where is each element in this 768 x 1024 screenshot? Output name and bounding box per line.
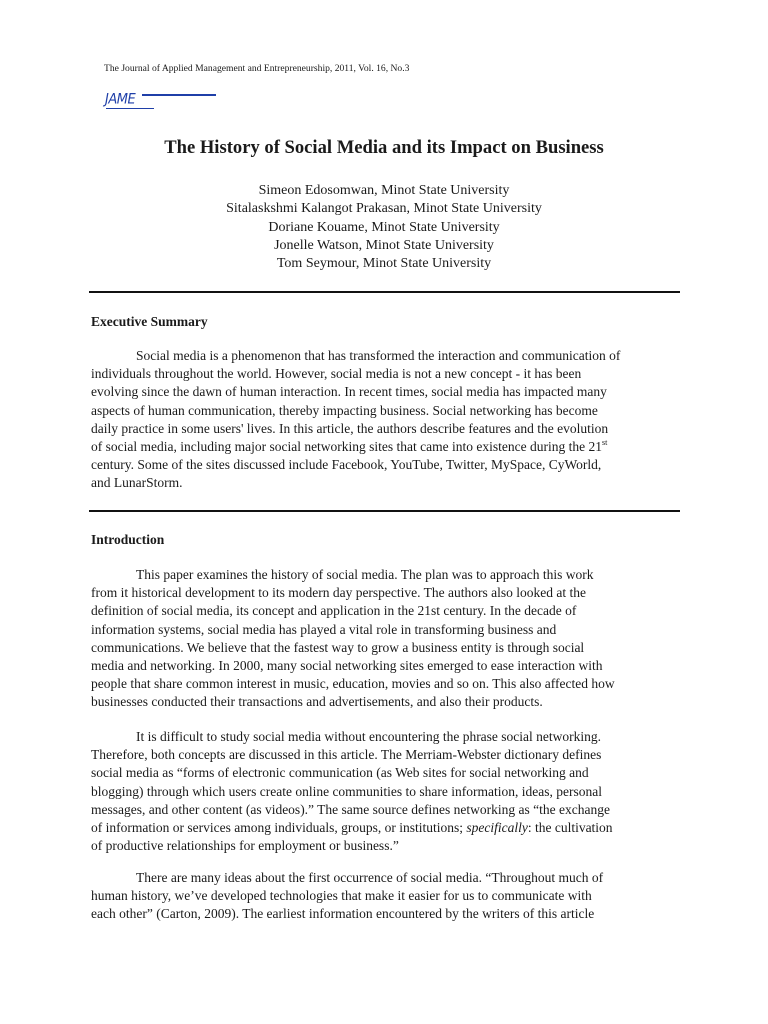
text-line: daily practice in some users' lives. In this article, the authors describe features and the evolution [91,420,609,436]
introduction-paragraph-3 [91,869,691,924]
executive-summary-paragraph [91,347,691,493]
text-line: people that share common interest in music, education, movies and so on. This also affected how [91,676,615,692]
journal-logo-text: JAME [105,91,136,108]
text-line: It is difficult to study social media without encountering the phrase social networking. [136,729,602,744]
section-divider [89,510,680,512]
logo-rule-bottom [106,108,154,109]
text-line: definition of social media, its concept and application in the 21st century. In the decade of [91,603,577,619]
text-line-body: of information or services among individuals, groups, or institutions; [91,820,467,836]
author-line: Jonelle Watson, Minot State University [274,237,494,253]
text-line: This paper examines the history of social media. The plan was to approach this work [136,567,594,582]
text-line: aspects of human communication, thereby impacting business. Social networking has become [91,402,598,418]
introduction-paragraph-2 [91,728,691,855]
text-line: businesses conducted their transactions and advertisements, and also their products. [91,694,543,710]
author-line: Sitalaskshmi Kalangot Prakasan, Minot State University [226,201,542,217]
text-line: century. Some of the sites discussed include Facebook, YouTube, Twitter, MySpace, CyWorld, [91,457,602,473]
text-line: social media as “forms of electronic communication (as Web sites for social networking and [91,765,589,781]
paper-title: The History of Social Media and its Impact on Business [164,137,604,158]
text-line: Therefore, both concepts are discussed in this article. The Merriam-Webster dictionary defines [91,747,602,763]
section-divider [89,291,680,293]
author-line: Doriane Kouame, Minot State University [268,219,500,235]
journal-header: The Journal of Applied Management and Entrepreneurship, 2011, Vol. 16, No.3 [104,63,410,74]
text-line: messages, and other content (as videos).” The same source defines networking as “the exchange [91,801,610,817]
text-line: media and networking. In 2000, many social networking sites emerged to ease interaction with [91,658,603,674]
text-line: communications. We believe that the fastest way to grow a business entity is through social [91,639,585,655]
text-line: and LunarStorm. [91,475,183,491]
introduction-paragraph-1 [91,566,691,712]
text-line: Social media is a phenomenon that has transformed the interaction and communication of [136,348,621,363]
text-line: of productive relationships for employment or business.” [91,838,399,854]
text-line [91,438,691,456]
text-line [91,819,691,837]
text-line: each other” (Carton, 2009). The earliest information encountered by the writers of this article [91,906,595,922]
text-line: evolving since the dawn of human interaction. In recent times, social media has impacted many [91,384,607,400]
text-line: information systems, social media has played a vital role in transforming business and [91,621,557,637]
journal-logo [104,92,216,112]
logo-rule-top [142,94,216,96]
ordinal-superscript: st [602,438,608,448]
text-line: There are many ideas about the first occurrence of social media. “Throughout much of [136,870,604,885]
emphasis-text: specifically [466,820,528,836]
text-line: human history, we’ve developed technologies that make it easier for us to communicate with [91,888,592,904]
text-line: blogging) through which users create online communities to share information, ideas, personal [91,783,602,799]
text-line-tail: : the cultivation [527,820,613,836]
text-line: from it historical development to its modern day perspective. The authors also looked at the [91,585,586,601]
text-line-body: of social media, including major social networking sites that came into existence during the 21 [91,439,602,455]
author-line: Simeon Edosomwan, Minot State University [258,183,510,198]
executive-summary-heading: Executive Summary [91,314,208,329]
author-line: Tom Seymour, Minot State University [276,256,492,272]
introduction-heading: Introduction [91,532,165,547]
text-line: individuals throughout the world. However, social media is not a new concept - it has been [91,366,582,382]
author-list [0,182,768,273]
